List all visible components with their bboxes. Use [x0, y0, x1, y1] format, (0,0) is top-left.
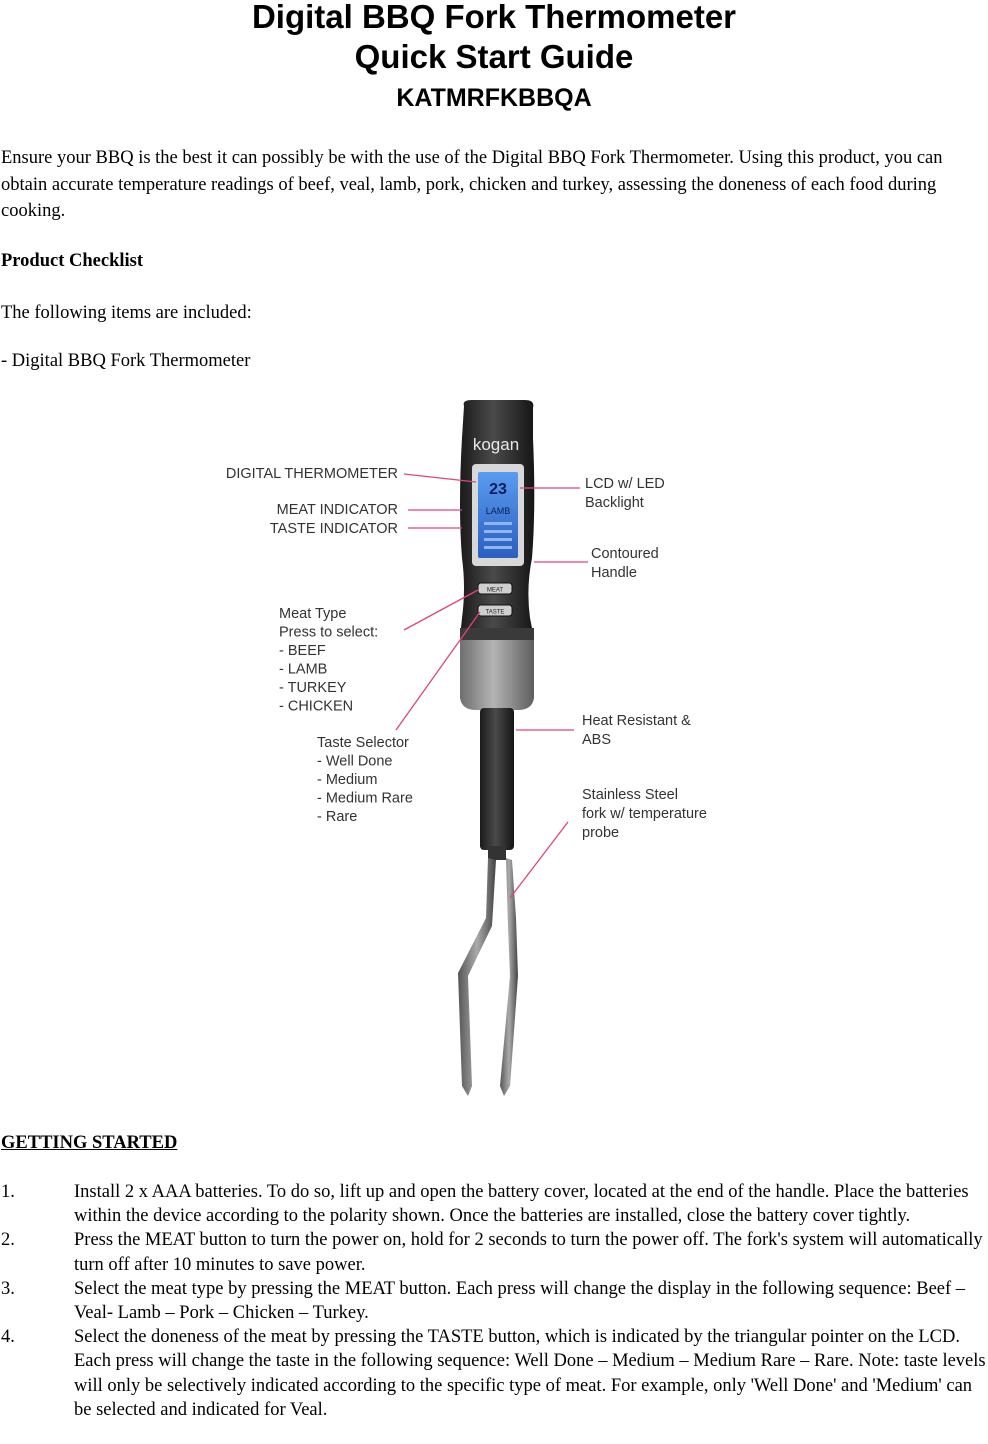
step-number: 3.	[1, 1278, 15, 1299]
svg-text:Handle: Handle	[591, 565, 637, 581]
svg-text:- Medium Rare: - Medium Rare	[317, 790, 413, 807]
lcd-temperature: 23	[489, 481, 507, 498]
product-diagram	[200, 398, 740, 1100]
product-checklist-heading: Product Checklist	[1, 251, 144, 271]
svg-text:- LAMB: - LAMB	[279, 661, 328, 678]
svg-text:Taste Selector: Taste Selector	[317, 735, 409, 751]
step-text: Press the MEAT button to turn the power on, hold for 2 seconds to turn the power off. The fork's system will automatically turn off after 10 minutes to save power.	[74, 1230, 983, 1275]
step-item	[1, 1325, 988, 1422]
svg-text:fork w/ temperature: fork w/ temperature	[582, 806, 707, 822]
callout-handle	[591, 546, 659, 581]
svg-text:Heat Resistant &: Heat Resistant &	[582, 713, 691, 729]
svg-text:ABS: ABS	[582, 732, 612, 748]
callout-stainless-steel	[582, 787, 707, 841]
meat-button-label: MEAT	[486, 587, 504, 594]
brand-logo: kogan	[472, 435, 520, 454]
callout-lcd	[585, 476, 665, 511]
step-item	[1, 1228, 988, 1276]
getting-started-steps	[1, 1180, 988, 1422]
step-text: Select the doneness of the meat by pressing the TASTE button, which is indicated by the triangular pointer on the LCD. Each press will change the taste in the following sequence: Well Done – Medium – Medium Rare – Rare. Note: taste levels will only be selectively indicated according to the specific type of meat. For example, only 'Well Done' and 'Medium' can be selected and indicated for Veal.	[74, 1327, 986, 1420]
step-number: 2.	[1, 1230, 15, 1251]
getting-started-heading: GETTING STARTED	[1, 1133, 178, 1153]
intro-paragraph: Ensure your BBQ is the best it can possibly be with the use of the Digital BBQ Fork Thermometer. Using this product, you can obtain accurate temperature readings of beef, veal, lamb, pork, chicken and turkey, assessing the doneness of each food during cooking.	[1, 148, 943, 221]
svg-text:Contoured: Contoured	[591, 546, 659, 562]
callout-taste-selector	[317, 735, 413, 825]
callout-taste-indicator: TASTE INDICATOR	[269, 521, 398, 537]
document-title: Digital BBQ Fork Thermometer	[251, 0, 737, 35]
step-item	[1, 1180, 988, 1228]
fork-tines	[458, 858, 496, 1096]
svg-text:Meat Type: Meat Type	[279, 606, 347, 622]
svg-text:Backlight: Backlight	[585, 495, 644, 511]
included-items-intro: The following items are included:	[1, 303, 252, 323]
document-subtitle: Quick Start Guide	[354, 38, 634, 75]
step-text: Install 2 x AAA batteries. To do so, lift up and open the battery cover, located at the end of the handle. Place the batteries within the device according to the polarity shown. Once the batteries are installed, close the battery cover tightly.	[74, 1182, 969, 1227]
svg-text:- Rare: - Rare	[317, 809, 358, 825]
step-number: 4.	[1, 1327, 15, 1348]
step-item	[1, 1277, 988, 1325]
svg-text:- BEEF: - BEEF	[279, 643, 326, 659]
svg-text:- Well Done: - Well Done	[317, 753, 393, 770]
lcd-meat-label: LAMB	[485, 506, 511, 516]
taste-button-label: TASTE	[485, 609, 505, 616]
callout-digital-thermometer: DIGITAL THERMOMETER	[225, 466, 398, 482]
svg-text:Stainless Steel: Stainless Steel	[582, 787, 678, 803]
model-number: KATMRFKBBQA	[396, 84, 592, 112]
callout-heat-resistant	[582, 713, 691, 748]
svg-text:- TURKEY: - TURKEY	[279, 680, 347, 696]
step-text: Select the meat type by pressing the MEAT button. Each press will change the display in the following sequence: Beef – Veal- Lamb – Pork – Chicken – Turkey.	[74, 1278, 966, 1324]
heat-resistant-collar	[460, 634, 534, 710]
svg-text:- CHICKEN: - CHICKEN	[279, 698, 354, 715]
callout-meat-indicator: MEAT INDICATOR	[276, 502, 398, 518]
callout-meat-type	[279, 606, 378, 715]
svg-text:LCD w/ LED: LCD w/ LED	[585, 476, 665, 492]
collar-band	[460, 628, 534, 640]
included-item: - Digital BBQ Fork Thermometer	[1, 351, 251, 371]
svg-text:probe: probe	[582, 825, 620, 841]
fork-shaft	[480, 708, 514, 850]
svg-text:- Medium: - Medium	[317, 772, 378, 788]
step-number: 1.	[1, 1182, 15, 1202]
svg-text:Press to select:: Press to select:	[279, 624, 379, 641]
